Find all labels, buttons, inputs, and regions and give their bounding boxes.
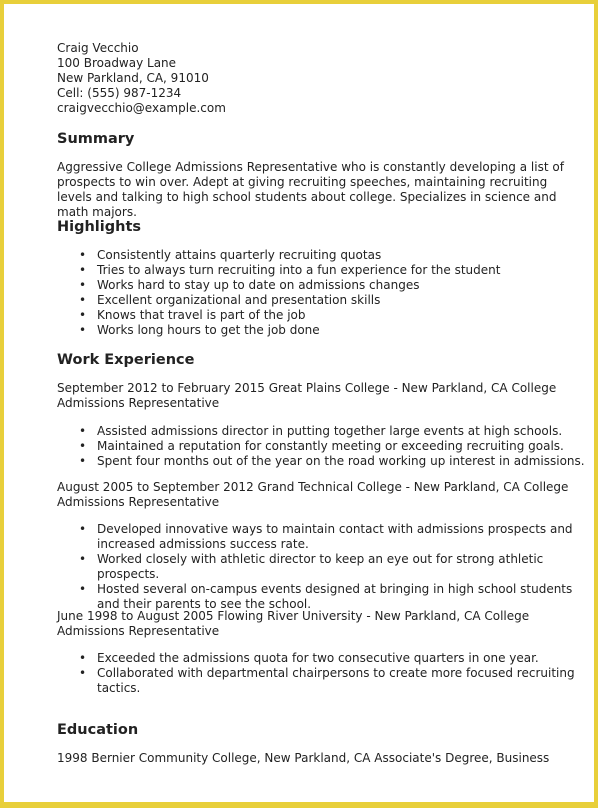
list-item: • Knows that travel is part of the job — [57, 308, 585, 323]
contact-block — [57, 41, 585, 116]
list-item: • Spent four months out of the year on the road working up interest in admissions. — [57, 454, 585, 469]
work-experience-heading: Work Experience — [57, 352, 195, 368]
job-bullet-list — [57, 522, 585, 612]
contact-email: craigvecchio@example.com — [57, 101, 226, 115]
contact-name: Craig Vecchio — [57, 41, 139, 55]
summary-heading: Summary — [57, 131, 135, 147]
contact-phone: Cell: (555) 987-1234 — [57, 86, 182, 100]
list-item: • Developed innovative ways to maintain contact with admissions prospects and increased admissions success rate. — [57, 522, 585, 552]
job-header: June 1998 to August 2005 Flowing River University - New Parkland, CA College Admissions Representative — [57, 609, 530, 638]
education-entry: 1998 Bernier Community College, New Parkland, CA Associate's Degree, Business — [57, 751, 550, 765]
contact-street: 100 Broadway Lane — [57, 56, 177, 70]
list-item: • Works long hours to get the job done — [57, 323, 585, 338]
job-bullet-list — [57, 424, 585, 469]
list-item: • Excellent organizational and presentation skills — [57, 293, 585, 308]
list-item: • Assisted admissions director in putting together large events at high schools. — [57, 424, 585, 439]
list-item: • Hosted several on-campus events designed at bringing in high school students and their parents to see the school. — [57, 582, 585, 612]
education-heading: Education — [57, 722, 139, 738]
highlights-list — [57, 248, 585, 338]
list-item: • Tries to always turn recruiting into a fun experience for the student — [57, 263, 585, 278]
summary-text: Aggressive College Admissions Representative who is constantly developing a list of prospects to win over. Adept at giving recruiting speeches, maintaining recruiting levels and talking to high school students about college. Specializes in science and math majors. — [57, 160, 564, 219]
list-item: • Worked closely with athletic director to keep an eye out for strong athletic prospects. — [57, 552, 585, 582]
job-header: September 2012 to February 2015 Great Plains College - New Parkland, CA College Admissions Representative — [57, 381, 557, 410]
list-item: • Exceeded the admissions quota for two consecutive quarters in one year. — [57, 651, 585, 666]
list-item: • Consistently attains quarterly recruiting quotas — [57, 248, 585, 263]
job-header: August 2005 to September 2012 Grand Technical College - New Parkland, CA College Admissions Representative — [57, 480, 569, 509]
contact-city: New Parkland, CA, 91010 — [57, 71, 209, 85]
list-item: • Works hard to stay up to date on admissions changes — [57, 278, 585, 293]
highlights-heading: Highlights — [57, 219, 142, 235]
list-item: • Collaborated with departmental chairpersons to create more focused recruiting tactics. — [57, 666, 585, 696]
list-item: • Maintained a reputation for constantly meeting or exceeding recruiting goals. — [57, 439, 585, 454]
job-bullet-list — [57, 651, 585, 696]
